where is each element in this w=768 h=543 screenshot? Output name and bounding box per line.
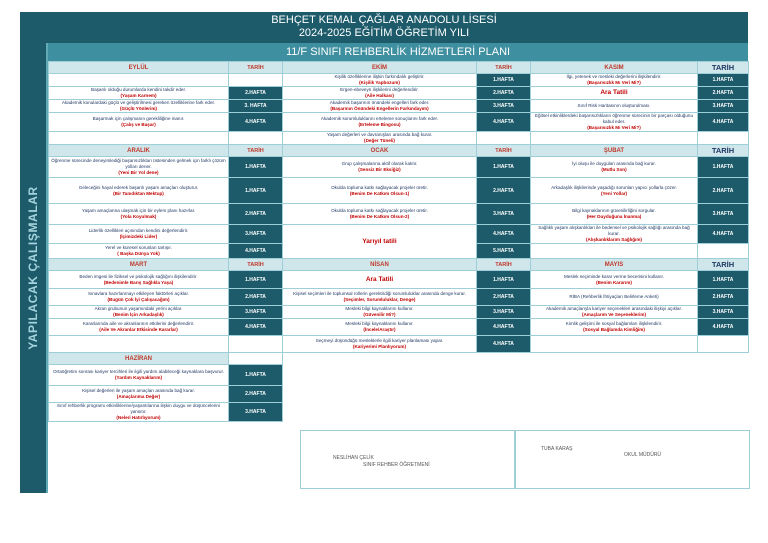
activity-cell (531, 87, 698, 100)
spacer-cell (283, 353, 749, 365)
date-column-header (229, 353, 283, 365)
activity-title: (Yeni Yollar) (600, 190, 628, 196)
activity-text: Ortaöğretim sonrası kariyer tercihleri ile ilgili yardım alabileceği kaynaklara başvurur. (52, 369, 225, 374)
month-header: HAZİRAN (49, 353, 229, 365)
week-cell: 3.HAFTA (229, 403, 283, 422)
week-cell (477, 132, 531, 145)
week-cell (698, 336, 749, 353)
activity-title: (Başarısızlık Mı Veri Mi?) (587, 80, 641, 85)
activity-title: (Her Duyduğuna İnanma) (586, 214, 642, 219)
table-row (49, 157, 749, 178)
activity-title: (Sensiz Bir Eksiğiz) (358, 167, 401, 172)
week-cell: 1.HAFTA (477, 157, 531, 178)
week-cell: 4.HAFTA (477, 319, 531, 336)
week-cell: 1.HAFTA (698, 157, 749, 178)
activity-title: (Güçlü Yönlerim) (120, 106, 157, 111)
activity-cell (49, 386, 229, 403)
plan-title: 11/F SINIFI REHBERLİK HİZMETLERİ PLANI (48, 43, 748, 61)
activity-text: Bilgi kaynaklarının güvenilirliğini sorgular. (572, 208, 656, 213)
activity-title: (Yola Koyulmak) (120, 214, 157, 219)
week-cell: 4.HAFTA (477, 336, 531, 353)
activity-cell (283, 204, 477, 225)
semester-break-label: Yarıyıl tatili (362, 237, 397, 245)
activity-cell (283, 336, 477, 353)
activity-title: (Çalış ve Başar) (121, 122, 156, 127)
week-cell: 2.HAFTA (477, 87, 531, 100)
table-row (49, 365, 749, 386)
activity-text: Sınıf rehberlik programı etkinliklerine/yaşantılarına ilişkin duygu ve düşüncelerini yansıtır. (57, 403, 220, 414)
activity-cell (49, 157, 229, 178)
activity-text: Sağlıklı yaşam alışkanlıkları ile bedensel ve psikolojik sağlığı arasında bağ kurar. (538, 225, 690, 236)
activity-cell (49, 178, 229, 204)
activity-title: (Alışkanlıklarım Sağlığım) (586, 237, 642, 242)
school-banner (20, 12, 748, 43)
activity-cell (283, 87, 477, 100)
activity-title: (Mutlu Son) (601, 167, 627, 172)
activity-cell (531, 204, 698, 225)
week-cell (229, 132, 283, 145)
month-header: ŞUBAT (531, 145, 698, 157)
date-column-header: TARİH (477, 62, 531, 74)
date-column-header: TARİH (229, 259, 283, 271)
activity-title: (Seçimler, Sorumluluklar, Denge) (343, 297, 416, 302)
date-column-header: TARİH (229, 62, 283, 74)
week-cell: 4.HAFTA (229, 113, 283, 132)
activity-text: Liderlik özellikleri açısından kendini değerlendirir. (88, 228, 189, 233)
activity-text: Akran grubunun yaşamındaki yerini açıklar. (94, 306, 183, 311)
principal-name: TUBA KARAŞ (541, 446, 573, 452)
week-cell: 1.HAFTA (229, 271, 283, 289)
activity-text: Okulda topluma katkı sağlayacak projeler üretir. (331, 208, 428, 213)
activity-text: Geleceğini hayal ederek başarılı yaşam amaçları oluşturur. (78, 184, 199, 190)
month-header-row (49, 353, 749, 365)
activity-cell (49, 132, 229, 145)
week-cell: 2.HAFTA (477, 178, 531, 204)
month-header: OCAK (283, 145, 477, 157)
activity-text: Beden imgesi ile fiziksel ve psikolojik sağlığını ilişkilendirir. (79, 273, 198, 279)
table-row (49, 132, 749, 145)
activity-cell (531, 244, 698, 259)
activity-text: Mesleki bilgi kaynaklarını kullanır. (345, 321, 414, 326)
plan-table (48, 61, 749, 422)
table-row (49, 225, 749, 244)
activity-text: İlgi, yetenek ve mesleki değerlerini ilişkilendirir. (566, 74, 662, 79)
week-cell (229, 74, 283, 87)
table-row (49, 319, 749, 336)
activity-title: (Başarısızlık Mı Veri Mi?) (587, 125, 641, 130)
activity-cell (49, 204, 229, 225)
week-cell: 3.HAFTA (698, 204, 749, 225)
activity-cell (49, 244, 229, 259)
activity-cell (531, 178, 698, 204)
semester-break-cell (283, 225, 477, 259)
activity-cell (49, 113, 229, 132)
activity-text: Kişilik özelliklerine ilişkin farkındalık geliştirir. (334, 74, 425, 79)
date-column-header: TARİH (698, 62, 749, 74)
activity-cell (49, 319, 229, 336)
activity-cell (531, 132, 698, 145)
activity-title: (Bir Tanıdıktan Mektup) (113, 190, 164, 196)
date-column-header: TARİH (477, 259, 531, 271)
month-header: EKİM (283, 62, 477, 74)
week-cell: 5.HAFTA (477, 244, 531, 259)
table-row (49, 289, 749, 306)
spacer-cell (283, 403, 749, 422)
week-cell: 4.HAFTA (477, 225, 531, 244)
activity-cell (283, 319, 477, 336)
table-row (49, 336, 749, 353)
month-header-row (49, 145, 749, 157)
month-header: MART (49, 259, 229, 271)
activity-cell (283, 157, 477, 178)
week-cell: 1.HAFTA (229, 178, 283, 204)
activity-cell (49, 336, 229, 353)
week-cell: 2.HAFTA (698, 87, 749, 100)
activity-title: ( Başka Dünya Yok) (117, 251, 160, 256)
activity-cell (531, 113, 698, 132)
activity-title: (Aile Ve Akranlar Etkisinde Kararlar) (99, 327, 178, 332)
activity-cell (49, 100, 229, 113)
activity-text: Mesleki bilgi kaynaklarını kullanır. (345, 306, 414, 311)
activity-cell (49, 306, 229, 319)
activity-text: Akademik başarının önündeki engelleri fark eder. (329, 100, 430, 105)
activity-cell (531, 336, 698, 353)
month-header-row (49, 259, 749, 271)
month-header-row (49, 62, 749, 74)
holiday-label: Ara Tatili (365, 275, 394, 283)
activity-text: Grup çalışmalarına aktif olarak katılır. (341, 161, 418, 166)
activity-title: (Bugün Çok İyi Çalışacağım) (107, 297, 170, 302)
activity-title: (Aile Halkası) (365, 93, 394, 98)
date-column-header: TARİH (229, 145, 283, 157)
activity-title: (Güvenilir Mi?) (363, 312, 396, 317)
table-row (49, 403, 749, 422)
week-cell: 1.HAFTA (477, 74, 531, 87)
month-header: ARALIK (49, 145, 229, 157)
activity-text: Ergen-ebeveyn ilişkilerini değerlendirir. (340, 87, 419, 92)
activity-title: (Yaşam Karnem) (120, 93, 157, 98)
activity-text: Kişisel değerleri ile yaşam amaçları arasında bağ kurar. (82, 388, 195, 393)
week-cell: 3. HAFTA (229, 100, 283, 113)
activity-title: (İçimizdeki Lider) (119, 234, 158, 239)
activity-text: Akademik konulardaki güçlü ve geliştirilmesi gereken özelliklerine fark eder. (61, 100, 216, 105)
activity-cell (49, 74, 229, 87)
activity-text: Okulda topluma katkı sağlayacak projeler üretir. (331, 184, 428, 190)
week-cell: 4.HAFTA (698, 113, 749, 132)
activity-cell (49, 87, 229, 100)
activity-text: Yaşam amaçlarına ulaşmak için bir eylem planı hazırlar. (81, 208, 196, 213)
activity-text: Sınıf Risk Haritasının oluşturulması. (577, 103, 651, 108)
school-year: 2024-2025 EĞİTİM ÖĞRETİM YILI (298, 27, 470, 39)
side-label (20, 43, 46, 493)
activity-cell (531, 306, 698, 319)
activity-text: Seçmeyi düşündüğü mesleklerle ilgili kariyer planlaması yapar. (315, 338, 444, 343)
activity-title: (Benim De Katkım Olsun-2) (349, 214, 410, 219)
table-row (49, 271, 749, 289)
week-cell: 2.HAFTA (229, 386, 283, 403)
table-row (49, 87, 749, 100)
week-cell: 4.HAFTA (698, 319, 749, 336)
activity-cell (531, 157, 698, 178)
week-cell: 1.HAFTA (698, 271, 749, 289)
activity-cell (49, 271, 229, 289)
spacer-cell (283, 365, 749, 386)
month-header: NİSAN (283, 259, 477, 271)
activity-title: (Amaçlarım Ve Seçeneklerim) (581, 312, 647, 317)
activity-title: (Yardım Kaynaklarım) (115, 375, 162, 380)
week-cell: 2.HAFTA (698, 289, 749, 306)
activity-cell (283, 132, 477, 145)
table-row (49, 100, 749, 113)
activity-text: RİBA (Rehberlik İhtiyaçları Belirleme Anketi) (569, 294, 659, 299)
activity-title: (Erteleme Bingosu) (358, 122, 401, 127)
activity-text: Akademik sorumluluklarını erteleme sonuçlarını fark eder. (320, 116, 439, 121)
activity-text: Meslek seçiminde karar verme becerisini kullanır. (563, 273, 665, 279)
activity-title: (Sosyal Bağlamda Kimliğim) (583, 327, 645, 332)
table-row (49, 386, 749, 403)
week-cell: 2.HAFTA (229, 87, 283, 100)
date-column-header: TARİH (698, 259, 749, 271)
week-cell: 1.HAFTA (229, 157, 283, 178)
spacer-cell (283, 386, 749, 403)
activity-title: (Benim Kararım) (596, 279, 632, 285)
activity-cell (49, 289, 229, 306)
activity-text: Yaşam değerleri ve davranışları arasında bağ kurar. (326, 132, 433, 137)
week-cell: 2.HAFTA (477, 289, 531, 306)
week-cell: 4.HAFTA (477, 113, 531, 132)
week-cell: 1.HAFTA (698, 74, 749, 87)
week-cell: 2.HAFTA (698, 178, 749, 204)
activity-cell (531, 289, 698, 306)
week-cell: 4.HAFTA (229, 244, 283, 259)
week-cell: 2.HAFTA (229, 204, 283, 225)
week-cell (698, 132, 749, 145)
activity-cell (283, 271, 477, 289)
activity-text: Sınavlara hazırlanmayı etkileyen faktörleri açıklar. (87, 291, 190, 296)
month-header: EYLÜL (49, 62, 229, 74)
month-header: MAYIS (531, 259, 698, 271)
activity-text: Akademik amaçlarıyla kariyer seçenekleri arasındaki ilişkiyi açıklar. (545, 306, 683, 311)
week-cell: 3.HAFTA (698, 306, 749, 319)
date-column-header: TARİH (698, 145, 749, 157)
activity-cell (283, 306, 477, 319)
activity-text: Başarılı olduğu durumlarda kendini takdir eder. (91, 87, 186, 92)
activity-text: Öğrenme sürecinde deneyimlediği başarısızlıkları üstesinden gelmek için farklı çözüm yolları dener. (51, 158, 226, 169)
activity-title: (Amaçlarıma Değer) (116, 394, 161, 399)
activity-text: Başarmak için çalışmanın gerekliliğine inanır. (92, 116, 185, 121)
activity-title: (Başarının Önündeki Engellerin Farkındayım) (330, 106, 429, 111)
date-column-header: TARİH (477, 145, 531, 157)
table-row (49, 178, 749, 204)
teacher-name: NESLİHAN ÇELİK (333, 455, 374, 461)
table-row (49, 113, 749, 132)
activity-text: Eğitsel etkinliklerdeki başarısızlıkların öğrenme sürecinin bir parçası olduğunu kabul eder. (534, 113, 694, 124)
side-label-text: YAPILACAK ÇALIŞMALAR (26, 186, 40, 350)
week-cell (698, 244, 749, 259)
month-header: KASIM (531, 62, 698, 74)
activity-title: (Kariyerimi Planlıyorum) (352, 344, 407, 349)
activity-text: Kararlarında aile ve akranlarının etkilerini değerlendirir. (82, 321, 195, 326)
principal-role: OKUL MÜDÜRÜ (624, 452, 662, 458)
activity-cell (531, 100, 698, 113)
activity-title: (Neleri Hatırlıyorum) (116, 415, 161, 420)
activity-cell (283, 178, 477, 204)
activity-title: (Kişilik Yapbozum) (359, 80, 400, 85)
holiday-label: Ara Tatili (600, 89, 628, 96)
school-name: BEHÇET KEMAL ÇAĞLAR ANADOLU LİSESİ (271, 14, 497, 26)
activity-text: Yerel ve küresel sorunları tartışır. (105, 245, 172, 250)
week-cell: 2.HAFTA (229, 289, 283, 306)
week-cell: 3.HAFTA (477, 100, 531, 113)
week-cell: 3.HAFTA (477, 204, 531, 225)
principal-signature-box (515, 430, 750, 489)
week-cell: 4.HAFTA (229, 319, 283, 336)
activity-cell (49, 365, 229, 386)
activity-title: (Değer Tüneli) (364, 138, 395, 143)
activity-text: İyi oluşu ile duyguları arasında bağ kurar. (572, 161, 656, 166)
week-cell: 4.HAFTA (698, 225, 749, 244)
week-cell: 1.HAFTA (229, 365, 283, 386)
activity-cell (283, 74, 477, 87)
activity-title: (İncele/Araştır) (363, 327, 396, 332)
activity-cell (531, 74, 698, 87)
activity-cell (283, 100, 477, 113)
activity-cell (49, 403, 229, 422)
activity-text: Arkadaşlık ilişkilerinde yaşadığı sorunları yapıcı yollarla çözer. (551, 184, 677, 190)
week-cell: 3.HAFTA (229, 225, 283, 244)
activity-cell (283, 289, 477, 306)
activity-cell (531, 271, 698, 289)
week-cell: 3.HAFTA (477, 306, 531, 319)
activity-title: (Yeni Bir Yol dene) (118, 170, 159, 175)
activity-cell (531, 319, 698, 336)
week-cell: 3.HAFTA (698, 100, 749, 113)
activity-title: (Benim İçin Arkadaşlık) (113, 312, 164, 317)
activity-text: Kimlik gelişimi ile sosyal bağlamları ilişkilendirir. (565, 321, 663, 326)
activity-title: (Bedenimle Barış Sağlıkla Yaşa) (103, 279, 174, 285)
table-row (49, 74, 749, 87)
activity-cell (49, 225, 229, 244)
activity-cell (283, 113, 477, 132)
table-row (49, 204, 749, 225)
week-cell: 3.HAFTA (229, 306, 283, 319)
table-row (49, 306, 749, 319)
activity-text: Kişisel seçimleri ile toplumsal rollerin gerektirdiği sorumluluklar arasında denge kurar. (293, 291, 466, 296)
activity-cell (531, 225, 698, 244)
week-cell (229, 336, 283, 353)
week-cell: 1.HAFTA (477, 271, 531, 289)
teacher-role: SINIF REHBER ÖĞRETMENİ (363, 462, 430, 468)
activity-title: (Benim De Katkım Olsun-1) (349, 190, 410, 196)
teacher-signature-box (300, 430, 515, 489)
